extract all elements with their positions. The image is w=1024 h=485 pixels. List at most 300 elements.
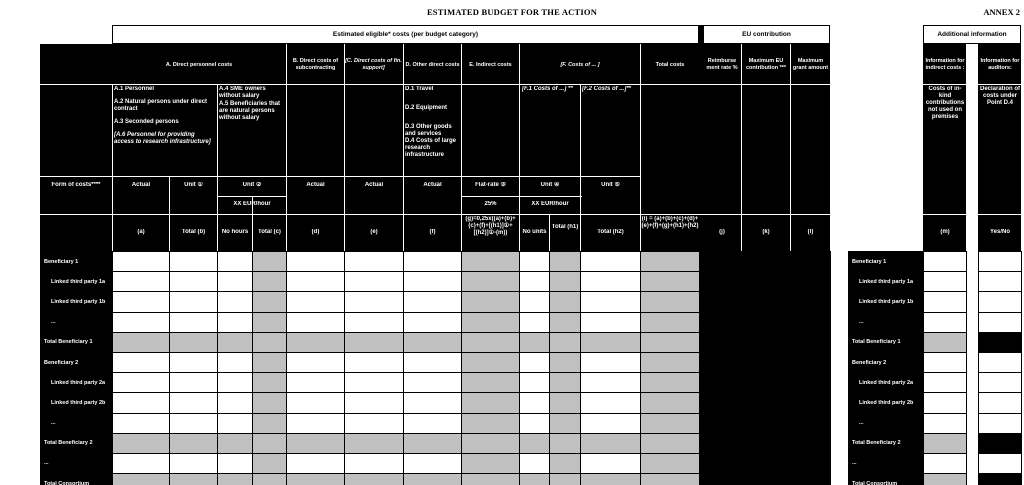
row-label: Linked third party 2b xyxy=(849,393,924,413)
budget-cell xyxy=(704,373,742,393)
row-label: Total Beneficiary 1 xyxy=(849,332,924,352)
budget-cell xyxy=(742,312,791,332)
form-b: Actual xyxy=(306,182,325,188)
budget-cell xyxy=(641,352,700,372)
budget-cell xyxy=(704,474,742,485)
row-label: Total Beneficiary 2 xyxy=(849,433,924,453)
budget-cell xyxy=(520,433,550,453)
table-row xyxy=(41,292,831,312)
row-label: Linked third party 1a xyxy=(849,272,924,292)
budget-cell[interactable] xyxy=(170,352,218,372)
table-row xyxy=(849,413,1022,433)
budget-cell[interactable] xyxy=(345,352,404,372)
budget-cell xyxy=(345,474,404,485)
cat-f-label: [F. Costs of ... ] xyxy=(520,46,640,84)
row-label: Total Beneficiary 2 xyxy=(41,433,113,453)
budget-cell xyxy=(170,332,218,352)
budget-cell[interactable] xyxy=(287,292,345,312)
budget-cell[interactable] xyxy=(170,373,218,393)
letter-c: Total (c) xyxy=(258,229,281,235)
budget-cell xyxy=(641,433,700,453)
budget-cell xyxy=(404,474,462,485)
table-row xyxy=(849,393,1022,413)
budget-cell xyxy=(704,252,742,272)
spacer-cell xyxy=(967,373,979,393)
budget-cell[interactable] xyxy=(581,413,641,433)
budget-cell[interactable] xyxy=(345,393,404,413)
budget-cell[interactable] xyxy=(287,312,345,332)
budget-cell[interactable] xyxy=(581,252,641,272)
spacer-cell xyxy=(967,332,979,352)
budget-cell xyxy=(170,433,218,453)
letter-i: (i) = (a)+(b)+(c)+(d)+(e)+(f)+(g)+(h1)+(h2) xyxy=(641,216,699,229)
budget-cell[interactable] xyxy=(581,272,641,292)
budget-cell[interactable] xyxy=(345,272,404,292)
budget-cell[interactable] xyxy=(520,453,550,473)
budget-cell[interactable] xyxy=(113,393,170,413)
budget-cell[interactable] xyxy=(345,252,404,272)
budget-cell[interactable] xyxy=(218,292,253,312)
info-cell[interactable] xyxy=(924,453,967,473)
budget-cell xyxy=(462,433,520,453)
budget-cell xyxy=(704,292,742,312)
budget-cell xyxy=(791,292,831,312)
form-rate-hour-2: XX EUR/hour xyxy=(531,201,569,207)
budget-cell[interactable] xyxy=(404,373,462,393)
budget-cell[interactable] xyxy=(218,373,253,393)
budget-cell[interactable] xyxy=(520,393,550,413)
yes-no-cell[interactable] xyxy=(979,373,1022,393)
header-rule xyxy=(462,196,582,197)
budget-cell[interactable] xyxy=(170,393,218,413)
row-label: Linked third party 2a xyxy=(41,373,113,393)
budget-cell xyxy=(742,252,791,272)
cat-d-sub: D.1 Travel D.2 Equipment D.3 Other goods and services D.4 Costs of large research infrastructure xyxy=(405,86,457,158)
budget-cell[interactable] xyxy=(345,292,404,312)
budget-cell[interactable] xyxy=(113,352,170,372)
budget-cell xyxy=(791,332,831,352)
cat-b-label: B. Direct costs of subcontracting xyxy=(287,46,344,84)
row-label: Total Beneficiary 1 xyxy=(41,332,113,352)
row-label: ... xyxy=(41,413,113,433)
budget-cell[interactable] xyxy=(170,312,218,332)
budget-cell xyxy=(742,332,791,352)
budget-cell[interactable] xyxy=(218,413,253,433)
info-cell[interactable] xyxy=(924,373,967,393)
cat-infoind-label: Information for indirect costs : xyxy=(924,46,966,84)
table-row xyxy=(41,373,831,393)
budget-cell xyxy=(253,393,287,413)
estimated-costs-header: Estimated eligible* costs (per budget category) xyxy=(112,25,699,44)
spacer-cell xyxy=(967,352,979,372)
table-row xyxy=(849,373,1022,393)
budget-cell[interactable] xyxy=(113,312,170,332)
budget-cell[interactable] xyxy=(113,272,170,292)
budget-cell xyxy=(742,292,791,312)
budget-cell xyxy=(581,332,641,352)
budget-cell[interactable] xyxy=(170,413,218,433)
letter-a: (a) xyxy=(137,229,145,235)
budget-cell[interactable] xyxy=(170,453,218,473)
row-label: Total Consortium xyxy=(41,474,113,485)
budget-cell xyxy=(462,453,520,473)
budget-cell xyxy=(218,332,253,352)
budget-cell xyxy=(550,413,581,433)
table-row xyxy=(41,474,831,485)
spacer-cell xyxy=(967,252,979,272)
yes-no-cell[interactable] xyxy=(979,252,1022,272)
budget-cell xyxy=(462,252,520,272)
budget-cell xyxy=(641,252,700,272)
budget-cell[interactable] xyxy=(520,413,550,433)
budget-cell xyxy=(253,332,287,352)
budget-cell xyxy=(791,413,831,433)
budget-cell xyxy=(170,474,218,485)
letter-g: (g)=0,25x((a)+(b)+(c)+(f)+[(h1)]①+[(h2)]①-(m)) xyxy=(465,216,516,236)
annex-label: ANNEX 2 xyxy=(983,7,1020,17)
letter-d: (d) xyxy=(311,229,320,235)
budget-cell xyxy=(253,474,287,485)
info-cell[interactable] xyxy=(924,292,967,312)
cat-reimb-label: Reimburse ment rate % xyxy=(703,46,741,84)
budget-cell xyxy=(581,433,641,453)
budget-cell xyxy=(113,332,170,352)
letter-nh: No hours xyxy=(221,229,249,235)
budget-cell xyxy=(550,373,581,393)
budget-cell xyxy=(791,453,831,473)
budget-cell xyxy=(550,332,581,352)
budget-cell[interactable] xyxy=(170,272,218,292)
budget-cell xyxy=(791,272,831,292)
row-label: Beneficiary 2 xyxy=(849,352,924,372)
budget-cell[interactable] xyxy=(520,252,550,272)
additional-info-header: Additional information xyxy=(923,25,1021,44)
form-unit4: Unit ④ xyxy=(540,182,560,188)
budget-cell[interactable] xyxy=(287,393,345,413)
budget-cell xyxy=(641,413,700,433)
info-cell xyxy=(924,332,967,352)
budget-cell[interactable] xyxy=(404,413,462,433)
letter-h1: Total (h1) xyxy=(551,224,579,230)
table-row xyxy=(849,292,1022,312)
budget-cell[interactable] xyxy=(170,292,218,312)
budget-cell xyxy=(462,292,520,312)
row-label: ... xyxy=(849,453,924,473)
spacer-cell xyxy=(967,413,979,433)
cat-f1-sub: [F.1 Costs of ...] ** xyxy=(522,86,573,92)
budget-cell xyxy=(253,252,287,272)
info-cell[interactable] xyxy=(924,413,967,433)
budget-cell[interactable] xyxy=(287,252,345,272)
budget-cell xyxy=(742,393,791,413)
info-cell[interactable] xyxy=(924,252,967,272)
letter-n: Yes/No xyxy=(989,229,1010,235)
yes-no-cell[interactable] xyxy=(979,352,1022,372)
cat-a-label: A. Direct personnel costs xyxy=(113,46,285,84)
header-rule xyxy=(40,214,830,215)
cat-c-label: [C. Direct costs of fin. support] xyxy=(345,46,402,84)
budget-cell[interactable] xyxy=(581,393,641,413)
info-cell xyxy=(924,474,967,485)
row-label: ... xyxy=(41,312,113,332)
cat-a-sub-right: A.4 SME owners without salary A.5 Beneficiaries that are natural persons without salary xyxy=(219,86,281,121)
budget-cell[interactable] xyxy=(113,373,170,393)
table-row xyxy=(41,352,831,372)
budget-cell xyxy=(462,332,520,352)
budget-cell xyxy=(520,474,550,485)
table-row xyxy=(41,453,831,473)
yes-no-cell[interactable] xyxy=(979,292,1022,312)
budget-cell xyxy=(550,433,581,453)
budget-cell xyxy=(581,474,641,485)
budget-cell xyxy=(462,272,520,292)
budget-cell[interactable] xyxy=(404,352,462,372)
budget-cell[interactable] xyxy=(345,413,404,433)
budget-cell xyxy=(641,292,700,312)
budget-cell xyxy=(791,474,831,485)
cat-f2-sub: [F.2 Costs of ...]** xyxy=(582,86,632,92)
budget-cell[interactable] xyxy=(218,272,253,292)
budget-cell xyxy=(550,474,581,485)
budget-cell xyxy=(641,393,700,413)
table-row xyxy=(41,332,831,352)
budget-cell xyxy=(742,352,791,372)
form-flat-pct: 25% xyxy=(484,201,497,207)
budget-cell xyxy=(550,393,581,413)
table-row xyxy=(849,474,1022,485)
spacer-cell xyxy=(967,474,979,485)
budget-cell xyxy=(345,433,404,453)
yes-no-cell[interactable] xyxy=(979,312,1022,332)
letter-f: (f) xyxy=(429,229,436,235)
table-row xyxy=(849,312,1022,332)
budget-cell xyxy=(287,433,345,453)
budget-cell[interactable] xyxy=(404,393,462,413)
table-row xyxy=(41,252,831,272)
budget-cell xyxy=(791,433,831,453)
budget-cell[interactable] xyxy=(287,453,345,473)
table-row xyxy=(41,433,831,453)
budget-cell xyxy=(641,453,700,473)
budget-cell[interactable] xyxy=(520,292,550,312)
budget-cell[interactable] xyxy=(287,272,345,292)
budget-cell xyxy=(704,453,742,473)
table-row xyxy=(849,332,1022,352)
budget-cell[interactable] xyxy=(404,272,462,292)
budget-cell xyxy=(253,312,287,332)
budget-cell[interactable] xyxy=(404,312,462,332)
budget-cell[interactable] xyxy=(581,453,641,473)
budget-cell xyxy=(550,252,581,272)
table-row xyxy=(41,413,831,433)
letter-nu: No units xyxy=(522,229,547,235)
budget-cell[interactable] xyxy=(218,252,253,272)
budget-cell xyxy=(462,413,520,433)
budget-cell xyxy=(704,433,742,453)
budget-cell xyxy=(742,413,791,433)
budget-cell xyxy=(218,474,253,485)
budget-cell[interactable] xyxy=(218,312,253,332)
row-label: ... xyxy=(41,453,113,473)
budget-cell xyxy=(253,373,287,393)
budget-cell xyxy=(520,332,550,352)
budget-cell[interactable] xyxy=(581,373,641,393)
cat-maxeu-label: Maximum EU contribution *** xyxy=(742,46,790,84)
budget-cell xyxy=(641,373,700,393)
budget-cell xyxy=(791,352,831,372)
row-label: ... xyxy=(849,312,924,332)
budget-cell xyxy=(704,352,742,372)
budget-cell xyxy=(704,332,742,352)
cat-m-sub: Costs of in-kind contributions not used on premises xyxy=(925,86,965,120)
budget-cell xyxy=(404,332,462,352)
budget-cell xyxy=(641,474,700,485)
yes-no-cell[interactable] xyxy=(979,272,1022,292)
budget-cell xyxy=(641,272,700,292)
form-of-costs-label: Form of costs**** xyxy=(51,182,101,188)
row-label: ... xyxy=(849,413,924,433)
budget-cell xyxy=(704,393,742,413)
budget-cell[interactable] xyxy=(581,292,641,312)
budget-cell[interactable] xyxy=(287,352,345,372)
budget-cell[interactable] xyxy=(287,413,345,433)
budget-cell xyxy=(641,332,700,352)
form-unit5: Unit ⑤ xyxy=(601,182,620,188)
info-cell[interactable] xyxy=(924,352,967,372)
form-unit2: Unit ② xyxy=(242,182,262,188)
letter-m: (m) xyxy=(940,229,950,235)
budget-cell xyxy=(253,413,287,433)
header-rule xyxy=(40,176,640,177)
table-row xyxy=(849,433,1022,453)
form-unit1: Unit ① xyxy=(184,182,203,188)
budget-cell xyxy=(704,272,742,292)
budget-cell xyxy=(742,272,791,292)
table-row xyxy=(41,312,831,332)
eu-contribution-header: EU contribution xyxy=(703,25,830,44)
budget-cell xyxy=(218,433,253,453)
spacer-cell xyxy=(967,272,979,292)
budget-cell xyxy=(742,453,791,473)
budget-cell xyxy=(462,474,520,485)
budget-cell[interactable] xyxy=(345,312,404,332)
info-cell[interactable] xyxy=(924,272,967,292)
budget-cell xyxy=(287,474,345,485)
budget-cell[interactable] xyxy=(520,312,550,332)
budget-cell[interactable] xyxy=(218,352,253,372)
yes-no-cell[interactable] xyxy=(979,413,1022,433)
additional-grid xyxy=(848,251,1022,485)
table-row xyxy=(41,393,831,413)
budget-cell[interactable] xyxy=(218,453,253,473)
letter-k: (k) xyxy=(762,229,770,235)
spacer-cell xyxy=(967,393,979,413)
budget-cell xyxy=(704,413,742,433)
row-label: Beneficiary 1 xyxy=(849,252,924,272)
budget-cell[interactable] xyxy=(404,453,462,473)
table-row xyxy=(849,272,1022,292)
budget-cell[interactable] xyxy=(345,453,404,473)
budget-cell[interactable] xyxy=(581,312,641,332)
budget-cell xyxy=(791,312,831,332)
budget-cell[interactable] xyxy=(404,252,462,272)
budget-cell xyxy=(550,352,581,372)
yes-no-cell[interactable] xyxy=(979,393,1022,413)
budget-cell[interactable] xyxy=(170,252,218,272)
budget-cell xyxy=(287,332,345,352)
cat-e-label: E. Indirect costs xyxy=(462,46,519,84)
row-label: Linked third party 1b xyxy=(41,292,113,312)
budget-cell xyxy=(791,252,831,272)
budget-cell[interactable] xyxy=(404,292,462,312)
spacer-cell xyxy=(967,453,979,473)
budget-cell xyxy=(550,272,581,292)
budget-cell[interactable] xyxy=(218,393,253,413)
cat-total-label: Total costs xyxy=(641,46,699,84)
budget-grid xyxy=(40,251,831,485)
header-rule xyxy=(40,84,830,85)
letter-e: (e) xyxy=(370,229,378,235)
cat-infoaud-label: Information for auditors: xyxy=(979,46,1021,84)
budget-cell xyxy=(253,453,287,473)
budget-cell xyxy=(253,433,287,453)
cat-a-sub-left: A.1 Personnel A.2 Natural persons under direct contract A.3 Seconded persons [A.6 Personnel for providing access to research infrastructure] xyxy=(114,86,211,145)
budget-cell[interactable] xyxy=(113,453,170,473)
budget-cell[interactable] xyxy=(113,292,170,312)
budget-cell xyxy=(462,393,520,413)
budget-cell xyxy=(253,292,287,312)
table-row xyxy=(41,272,831,292)
yes-no-cell xyxy=(979,332,1022,352)
budget-cell xyxy=(550,312,581,332)
budget-cell xyxy=(253,272,287,292)
budget-cell xyxy=(253,352,287,372)
budget-cell xyxy=(641,312,700,332)
table-row xyxy=(849,352,1022,372)
budget-cell xyxy=(550,292,581,312)
form-d: Actual xyxy=(423,182,442,188)
letter-b: Total (b) xyxy=(181,229,206,235)
budget-cell xyxy=(462,312,520,332)
letter-j: (j) xyxy=(719,229,725,235)
budget-cell[interactable] xyxy=(520,373,550,393)
budget-cell xyxy=(791,373,831,393)
budget-cell xyxy=(742,433,791,453)
yes-no-cell[interactable] xyxy=(979,453,1022,473)
row-label: Linked third party 2b xyxy=(41,393,113,413)
info-cell[interactable] xyxy=(924,393,967,413)
budget-cell[interactable] xyxy=(113,413,170,433)
budget-cell xyxy=(791,393,831,413)
budget-cell xyxy=(550,453,581,473)
form-a: Actual xyxy=(131,182,151,188)
spacer-cell xyxy=(967,312,979,332)
budget-cell[interactable] xyxy=(520,272,550,292)
budget-cell[interactable] xyxy=(113,252,170,272)
budget-cell[interactable] xyxy=(520,352,550,372)
document-title: ESTIMATED BUDGET FOR THE ACTION xyxy=(426,7,598,17)
row-label: Linked third party 1a xyxy=(41,272,113,292)
budget-cell xyxy=(404,433,462,453)
budget-cell[interactable] xyxy=(287,373,345,393)
cat-d-label: D. Other direct costs xyxy=(404,46,461,84)
spacer-cell xyxy=(967,433,979,453)
budget-cell[interactable] xyxy=(345,373,404,393)
info-cell[interactable] xyxy=(924,312,967,332)
letter-l: (l) xyxy=(807,229,814,235)
budget-cell[interactable] xyxy=(581,352,641,372)
row-label: Beneficiary 2 xyxy=(41,352,113,372)
